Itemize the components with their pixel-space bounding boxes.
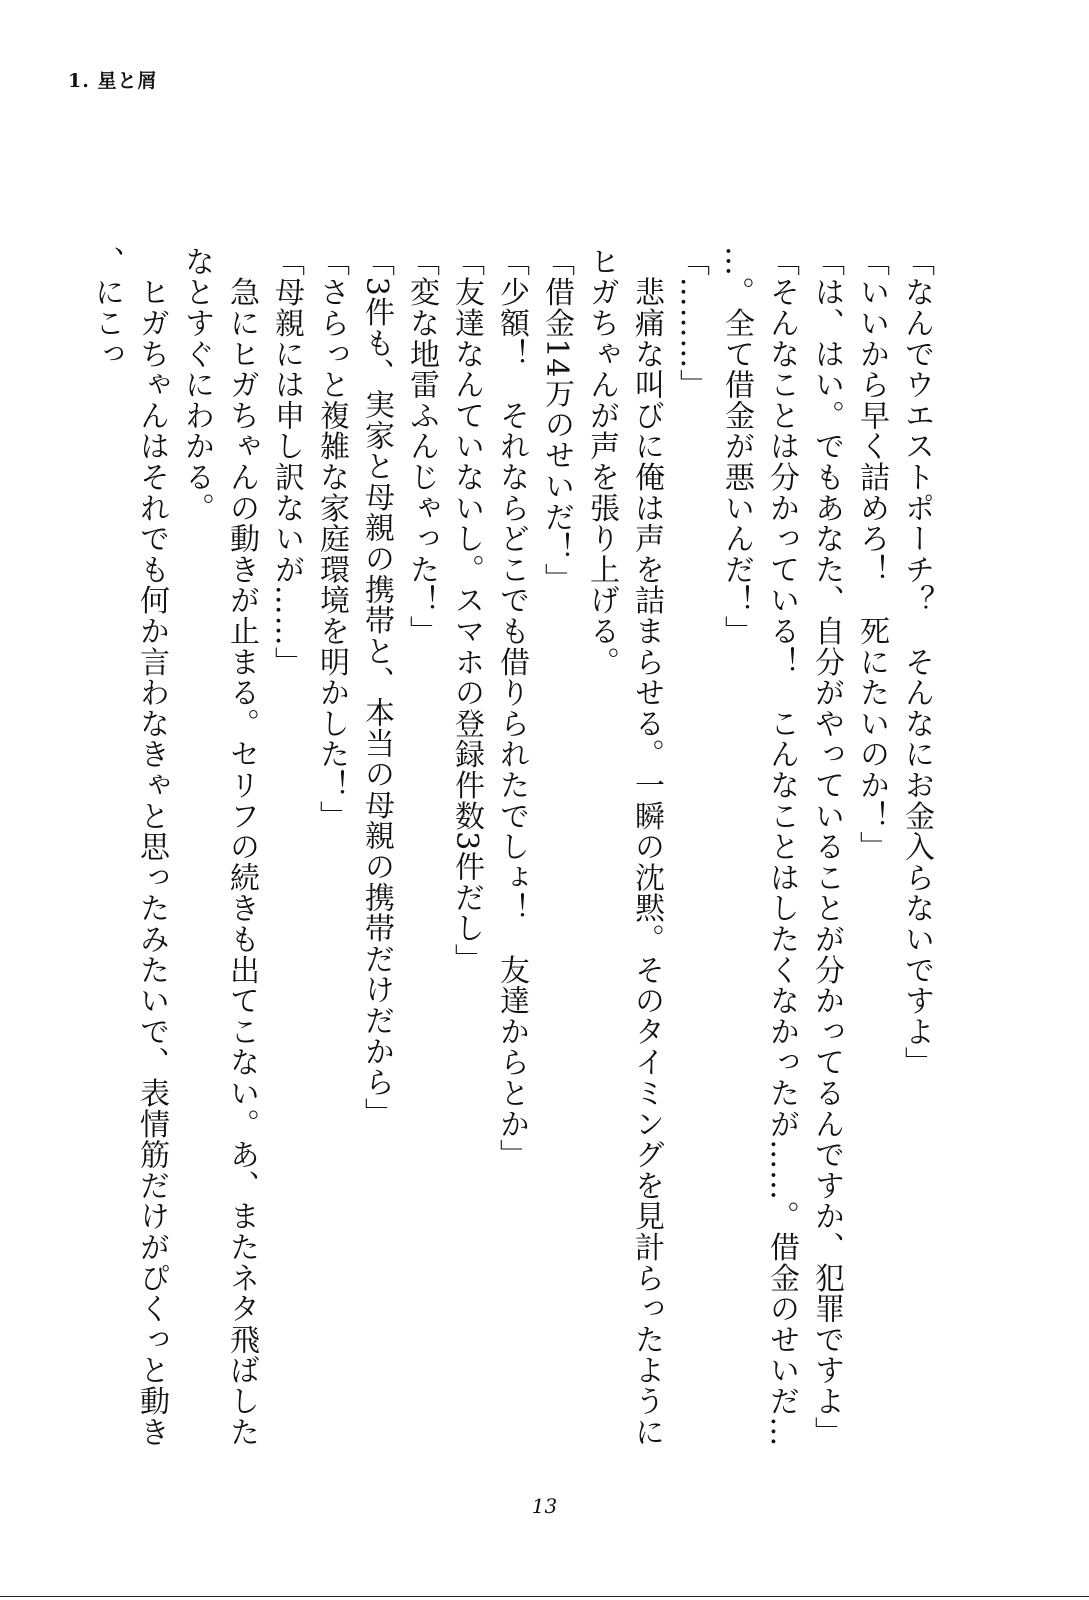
bottom-divider (0, 1596, 1089, 1597)
text-line: 「いいから早く詰めろ！ 死にたいのか！」 (854, 246, 889, 862)
text-line: 急にヒガちゃんの動きが止まる。セリフの続きも出てこない。あ、またネタ飛ばしたなとすぐにわかる。 (179, 246, 259, 1448)
text-line: 「変な地雷ふんじゃった！」 (404, 246, 439, 647)
text-line: 「は、はい。でもあなた、自分がやっていることが分かってるんですか、犯罪ですよ」 (809, 246, 844, 1448)
text-line: 「借金14万のせいだ！」 (539, 246, 574, 594)
chapter-title: 1. 星と屑 (68, 70, 158, 92)
text-line: 「3件も、実家と母親の携帯と、本当の母親の携帯だけだから」 (359, 246, 394, 1129)
vertical-body-text (84, 246, 939, 1476)
text-line: 悲痛な叫びに俺は声を詰まらせる。一瞬の沈黙。そのタイミングを見計らったようにヒガちゃんが声を張り上げる。 (584, 246, 664, 1448)
page-number: 13 (531, 1494, 558, 1518)
text-line: 「………」 (674, 246, 709, 400)
text-line: 「なんでウエストポーチ？ そんなにお金入らないですよ」 (899, 246, 934, 1078)
text-line: 「友達なんていないし。スマホの登録件数3件だし」 (449, 246, 484, 975)
text-line: 「さらっと複雑な家庭環境を明かした！」 (314, 246, 349, 832)
text-line: 「そんなことは分かっている！ こんなことはしたくなかったが……。借金のせいだ……。全て借金が悪いんだ！」 (719, 246, 799, 1448)
text-line: ヒガちゃんはそれでも何か言わなきゃと思ったみたいで、表情筋だけがぴくっと動き、にこっ (89, 246, 169, 1448)
text-line: 「少額！ それならどこでも借りられたでしょ！ 友達からとか」 (494, 246, 529, 1170)
text-line: 「母親には申し訳ないが……」 (269, 246, 304, 678)
